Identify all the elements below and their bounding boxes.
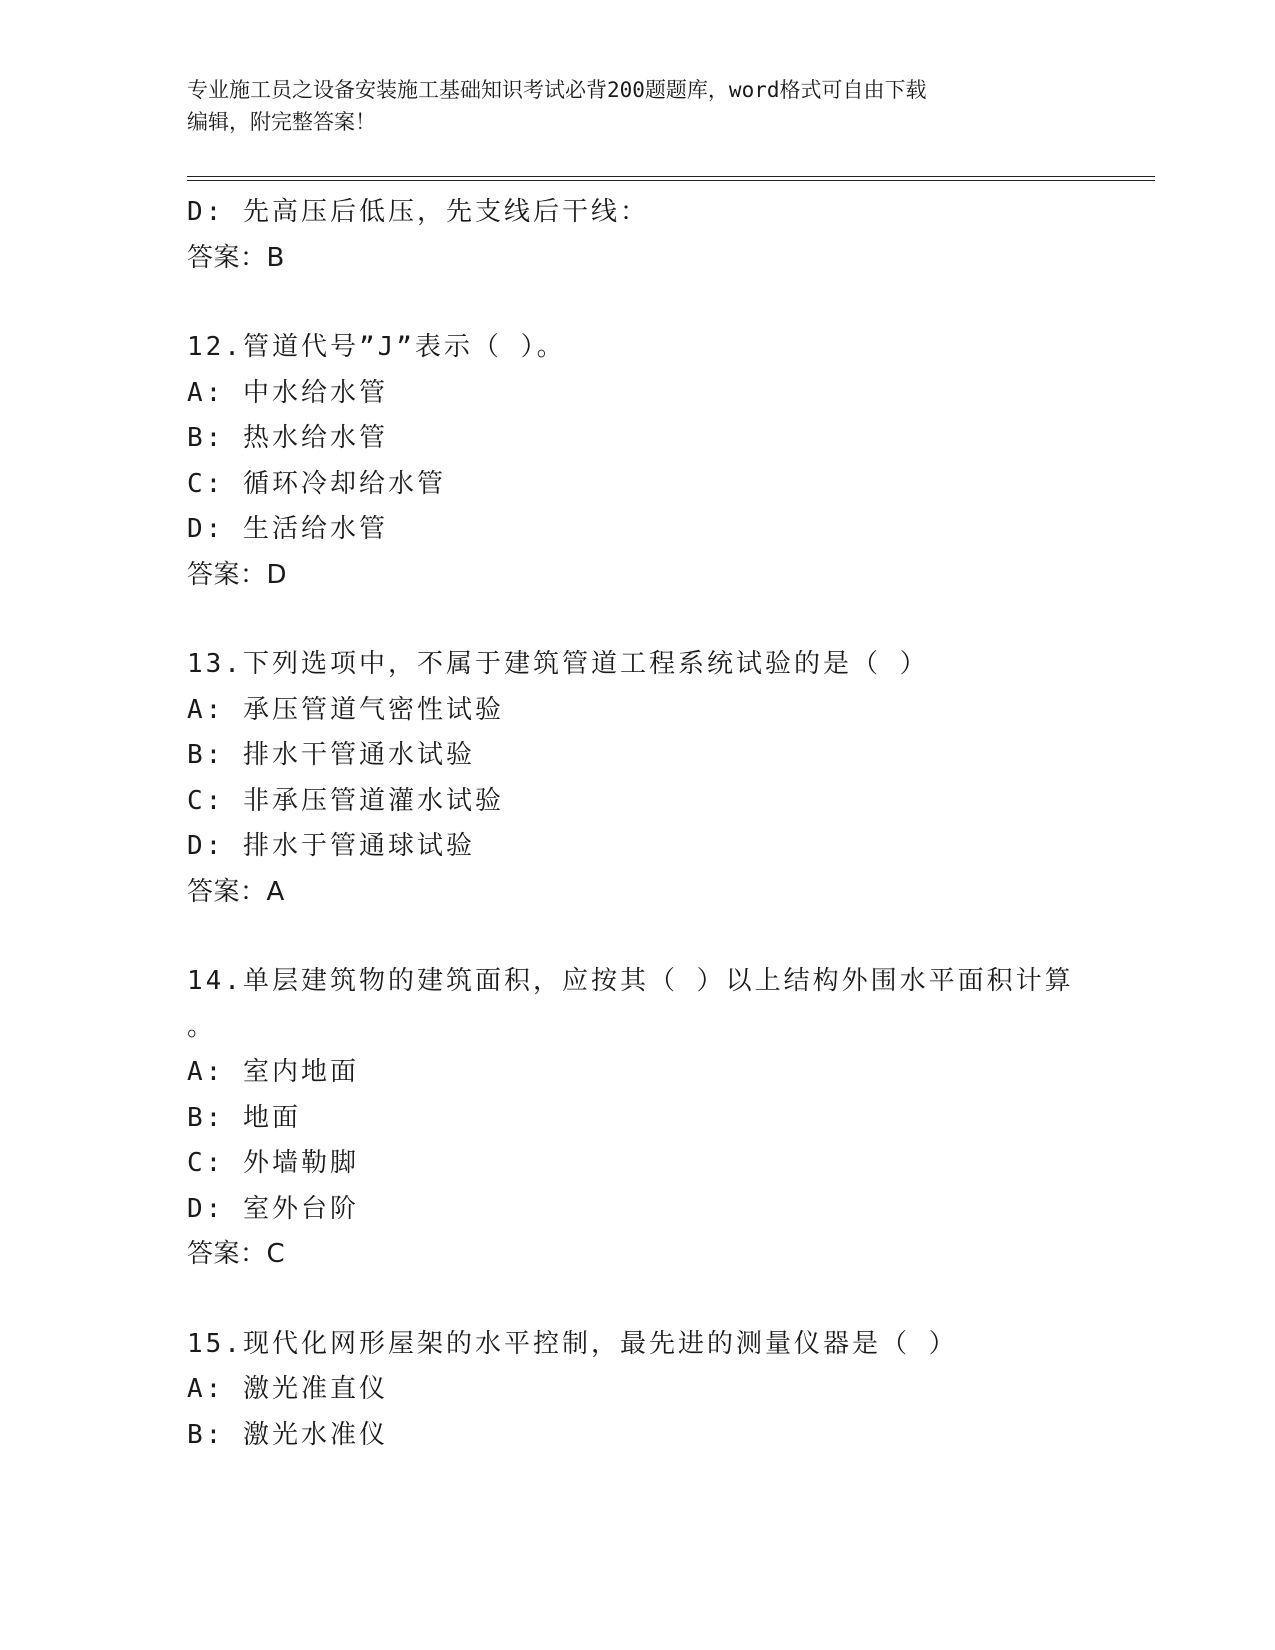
header-title-line-2: 编辑，附完整答案！ bbox=[187, 110, 376, 134]
spacer bbox=[187, 1278, 1087, 1322]
question-14 bbox=[187, 959, 1087, 1278]
option-b: B: 排水干管通水试验 bbox=[187, 740, 475, 770]
option-a: A: 中水给水管 bbox=[187, 377, 388, 408]
answer: 答案：C bbox=[187, 1239, 286, 1269]
answer: 答案：A bbox=[187, 876, 285, 907]
question-12 bbox=[187, 325, 1087, 598]
question-stem: 13.下列选项中，不属于建筑管道工程系统试验的是（ ） bbox=[187, 649, 929, 679]
answer: 答案：D bbox=[187, 559, 288, 590]
option-c: C: 非承压管道灌水试验 bbox=[187, 785, 504, 816]
spacer bbox=[187, 281, 1087, 325]
option-b: B: 激光水准仪 bbox=[187, 1419, 388, 1450]
header-double-rule bbox=[187, 176, 1155, 181]
spacer bbox=[187, 598, 1087, 642]
answer: 答案：B bbox=[187, 242, 285, 273]
option-d: D: 先高压后低压，先支线后干线： bbox=[187, 197, 649, 227]
option-d: D: 排水于管通球试验 bbox=[187, 831, 475, 861]
option-a: A: 室内地面 bbox=[187, 1057, 359, 1087]
question-15 bbox=[187, 1322, 1087, 1459]
option-c: C: 循环冷却给水管 bbox=[187, 468, 446, 499]
document-header bbox=[187, 74, 1087, 138]
question-stem: 12.管道代号”J”表示（ ）。 bbox=[187, 332, 566, 362]
option-d: D: 室外台阶 bbox=[187, 1193, 359, 1224]
question-content bbox=[187, 190, 1087, 1458]
option-b: B: 地面 bbox=[187, 1102, 301, 1133]
question-stem: 15.现代化网形屋架的水平控制，最先进的测量仪器是（ ） bbox=[187, 1328, 958, 1359]
spacer bbox=[187, 915, 1087, 959]
question-13 bbox=[187, 642, 1087, 915]
option-b: B: 热水给水管 bbox=[187, 423, 388, 453]
option-c: C: 外墙勒脚 bbox=[187, 1148, 359, 1178]
question-stem-continuation: 。 bbox=[187, 1011, 217, 1042]
option-a: A: 承压管道气密性试验 bbox=[187, 694, 504, 725]
question-stem: 14.单层建筑物的建筑面积，应按其（ ）以上结构外围水平面积计算 bbox=[187, 966, 1074, 996]
header-title-line-1: 专业施工员之设备安装施工基础知识考试必背200题题库，word格式可自由下载 bbox=[187, 78, 927, 102]
option-d: D: 生活给水管 bbox=[187, 514, 388, 544]
carryover-block bbox=[187, 190, 1087, 281]
option-a: A: 激光准直仪 bbox=[187, 1374, 388, 1404]
